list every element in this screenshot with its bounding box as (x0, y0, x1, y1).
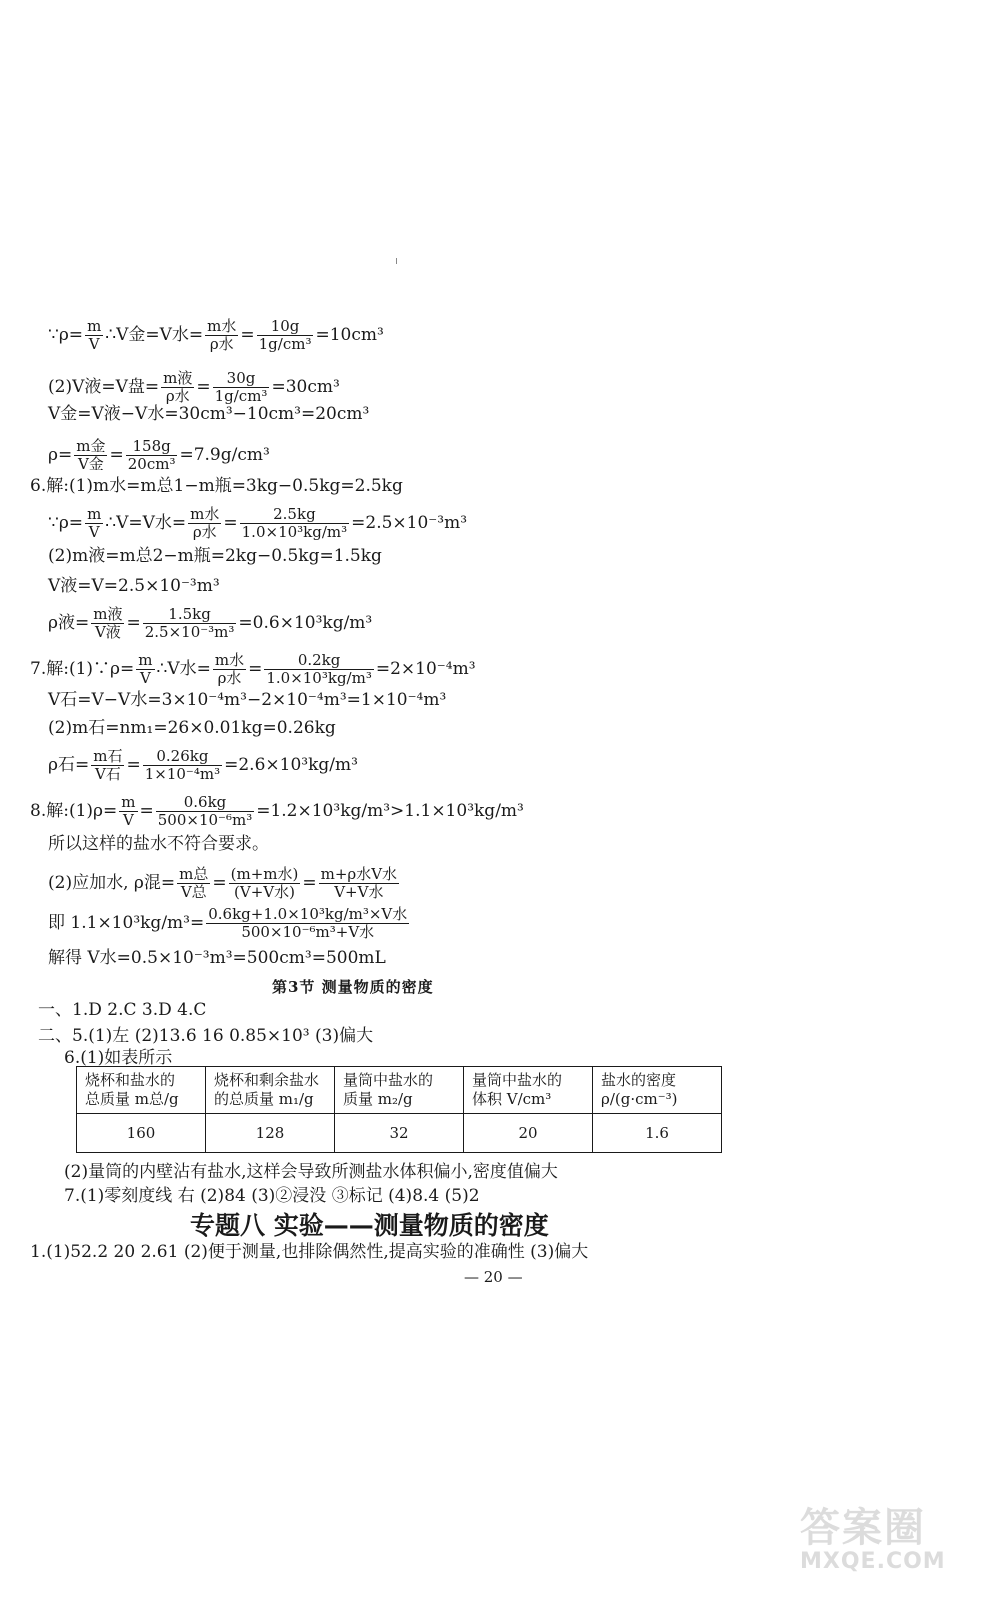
fraction: $\frac{m}{V}$ (138, 651, 153, 687)
scan-mark (396, 258, 397, 264)
calc-line-8: V液=V=2.5×10⁻³m³ (48, 576, 220, 596)
text: 7.解:(1)∵ρ= (30, 659, 135, 679)
calc-line-16 (48, 866, 401, 901)
fraction: $\frac{\text{m水}}{\text{ρ水}}$ (214, 651, 245, 687)
fraction: $\frac{30g}{\text{1g/cm³}}$ (214, 369, 268, 405)
text: 8.解:(1)ρ= (30, 801, 118, 821)
fraction: $\frac{\text{0.6kg+1.0×10³kg/m³×V水}}{\text{500×10⁻⁶m³+V水}}$ (208, 905, 408, 941)
watermark-text: 答案圈 (800, 1505, 926, 1551)
calc-line-10 (30, 652, 476, 687)
density-table (76, 1066, 722, 1153)
calc-line-5: 6.解:(1)m水=m总1−m瓶=3kg−0.5kg=2.5kg (30, 476, 403, 496)
fraction: $\frac{\text{m液}}{\text{ρ水}}$ (163, 369, 193, 405)
text: =2×10⁻⁴m³ (375, 659, 476, 679)
table-cell: 20 (464, 1114, 593, 1153)
text: =10cm³ (315, 325, 384, 345)
fraction: $\frac{m}{V}$ (87, 317, 102, 353)
fraction: $\frac{\text{m水}}{\text{ρ水}}$ (207, 317, 237, 353)
calc-line-13 (48, 748, 358, 783)
fraction: $\frac{0.2kg}{\text{1.0×10³kg/m³}}$ (266, 651, 372, 687)
text: = (240, 325, 255, 345)
text: =1.2×10³kg/m³>1.1×10³kg/m³ (256, 801, 524, 821)
answer-line-3: 6.(1)如表所示 (64, 1048, 173, 1068)
calc-line-15: 所以这样的盐水不符合要求。 (48, 834, 269, 854)
fraction: $\frac{10g}{\text{1g/cm³}}$ (258, 317, 312, 353)
calc-line-12: (2)m石=nm₁=26×0.01kg=0.26kg (48, 718, 336, 738)
answer-line-4: (2)量筒的内壁沾有盐水,这样会导致所测盐水体积偏小,密度值偏大 (64, 1162, 558, 1182)
watermark-url: MXQE.COM (800, 1549, 946, 1574)
table-header-cell: 量筒中盐水的 体积 V/cm³ (464, 1067, 593, 1114)
text: ∵ρ= (48, 513, 84, 533)
calc-line-7: (2)m液=m总2−m瓶=2kg−0.5kg=1.5kg (48, 546, 382, 566)
section-title: 第3节 测量物质的密度 (272, 978, 434, 996)
answer-line-5: 7.(1)零刻度线 右 (2)84 (3)②浸没 ③标记 (4)8.4 (5)2 (64, 1186, 480, 1206)
fraction: $\frac{\text{m+ρ水V水}}{\text{V+V水}}$ (320, 865, 398, 901)
calc-line-4 (48, 438, 270, 473)
table-header-row (77, 1067, 722, 1114)
fraction: $\frac{m}{V}$ (87, 505, 102, 541)
fraction: $\frac{\text{(m+m水)}}{\text{(V+V水)}}$ (230, 865, 299, 901)
watermark-logo (800, 1496, 976, 1576)
fraction: $\frac{\text{m金}}{\text{V金}}$ (76, 437, 106, 473)
text: ∴V金=V水= (105, 325, 204, 345)
text: = (126, 755, 141, 775)
table-cell: 160 (77, 1114, 206, 1153)
calc-line-9 (48, 606, 372, 641)
table-cell: 32 (335, 1114, 464, 1153)
fraction: $\frac{\text{m液}}{\text{V液}}$ (93, 605, 123, 641)
text: = (196, 377, 211, 397)
text: = (302, 873, 317, 893)
fraction: $\frac{0.26kg}{\text{1×10⁻⁴m³}}$ (144, 747, 221, 783)
fraction: $\frac{\text{m水}}{\text{ρ水}}$ (190, 505, 220, 541)
fraction: $\frac{m}{V}$ (121, 793, 136, 829)
table-header-cell: 烧杯和盐水的 总质量 m总/g (77, 1067, 206, 1114)
answer-line-1: 一、1.D 2.C 3.D 4.C (38, 1000, 207, 1020)
text: ∵ρ= (48, 325, 84, 345)
table-header-cell: 量筒中盐水的 质量 m₂/g (335, 1067, 464, 1114)
answer-line-2: 二、5.(1)左 (2)13.6 16 0.85×10³ (3)偏大 (38, 1026, 374, 1046)
fraction: $\frac{\text{m总}}{\text{V总}}$ (179, 865, 209, 901)
text: =7.9g/cm³ (179, 445, 270, 465)
text: =0.6×10³kg/m³ (238, 613, 373, 633)
calc-line-3: V金=V液−V水=30cm³−10cm³=20cm³ (48, 404, 370, 424)
text: ∴V水= (156, 659, 211, 679)
text: = (248, 659, 263, 679)
text: ρ石= (48, 755, 90, 775)
table-header-cell: 盐水的密度 ρ/(g·cm⁻³) (593, 1067, 722, 1114)
table-cell: 128 (206, 1114, 335, 1153)
fraction: $\frac{158g}{\text{20cm³}}$ (127, 437, 176, 473)
calc-line-1 (48, 318, 384, 353)
calc-line-2 (48, 370, 340, 405)
fraction: $\frac{\text{m石}}{\text{V石}}$ (93, 747, 123, 783)
calc-line-18: 解得 V水=0.5×10⁻³m³=500cm³=500mL (48, 948, 386, 968)
text: =30cm³ (271, 377, 340, 397)
text: ρ液= (48, 613, 90, 633)
calc-line-6 (48, 506, 467, 541)
text: =2.6×10³kg/m³ (224, 755, 358, 775)
calc-line-17 (48, 906, 411, 941)
text: = (139, 801, 154, 821)
fraction: $\frac{0.6kg}{\text{500×10⁻⁶m³}}$ (157, 793, 253, 829)
table-cell: 1.6 (593, 1114, 722, 1153)
text: = (223, 513, 238, 533)
text: ∴V=V水= (105, 513, 187, 533)
fraction: $\frac{1.5kg}{\text{2.5×10⁻³m³}}$ (144, 605, 235, 641)
fraction: $\frac{2.5kg}{\text{1.0×10³kg/m³}}$ (241, 505, 348, 541)
text: =2.5×10⁻³m³ (351, 513, 468, 533)
page-number: — 20 — (464, 1268, 523, 1286)
text: ρ= (48, 445, 73, 465)
calc-line-11: V石=V−V水=3×10⁻⁴m³−2×10⁻⁴m³=1×10⁻⁴m³ (48, 690, 447, 710)
text: = (126, 613, 141, 633)
text: 即 1.1×10³kg/m³= (48, 913, 205, 933)
table-header-cell: 烧杯和剩余盐水 的总质量 m₁/g (206, 1067, 335, 1114)
text: (2)应加水, ρ混= (48, 873, 176, 893)
text: = (212, 873, 227, 893)
topic-answer-line: 1.(1)52.2 20 2.61 (2)便于测量,也排除偶然性,提高实验的准确性 (3)偏大 (30, 1242, 589, 1262)
text: (2)V液=V盘= (48, 377, 160, 397)
calc-line-14 (30, 794, 524, 829)
table-row (77, 1114, 722, 1153)
text: = (109, 445, 124, 465)
topic-title: 专题八 实验——测量物质的密度 (190, 1211, 549, 1240)
